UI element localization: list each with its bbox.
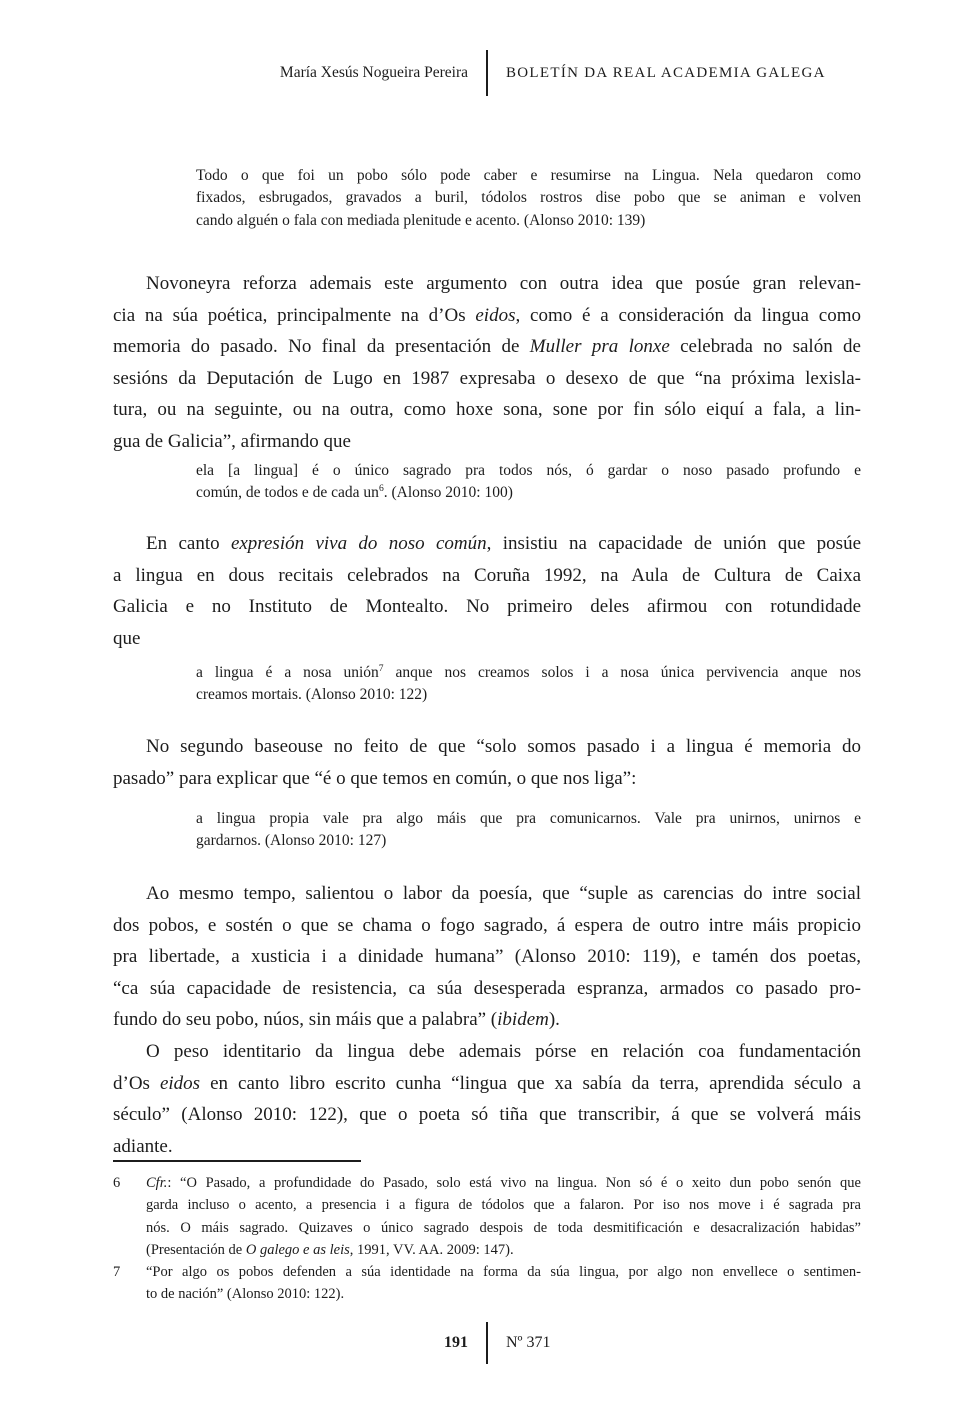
footnote-7 [113,1261,861,1306]
footnote-6 [113,1172,861,1261]
block-quote-1: Todo o que foi un pobo sólo pode caber e resumirse na Lingua. Nela quedaron como fixados, esbrugados, gravados a buril, tódolos rostros dise pobo que se animan e volven cando alguén o fala con mediada plenitude e acento. (Alonso 2010: 139) [196,167,861,229]
paragraph-4: Ao mesmo tempo, salientou o labor da poesía, que “suple as carencias do intre social dos pobos, e sostén o que se chama o fogo sagrado, á espera de outro intre máis propicio pra libertade, a xusticia i a dinidade humana” (Alonso 2010: 119), e tamén dos poetas, “ca súa capacidade de resistencia, ca súa desesperada espranza, armados co pasado pro- fundo do seu pobo, núos, sin máis que a palabra” (ibidem). [113,883,861,1030]
footnote-text: Cfr.: “O Pasado, a profundidade do Pasado, solo está vivo na lingua. Non só é o xeito dun pobo senón que garda incluso o acento, a presencia i a figura de tódolos que a falaron. Por iso nos move i é sagrada pra nós. O máis sagrado. Quizaves o único sagrado despois de toda desmitificación e desacralización habidas” (Presentación de O galego e as leis, 1991, VV. AA. 2009: 147). [146,1175,861,1258]
footnote-number: 6 [113,1175,121,1191]
block-quote-4: a lingua propia vale pra algo máis que pra comunicarnos. Vale pra unirnos, unirnos e gardarnos. (Alonso 2010: 127) [196,810,861,850]
paragraph-3: No segundo baseouse no feito de que “solo somos pasado i a lingua é memoria do pasado” para explicar que “é o que temos en común, o que nos liga”: [113,736,861,789]
page-number: 191 [444,1334,468,1351]
author-name: María Xesús Nogueira Pereira [279,64,468,81]
footnote-number: 7 [113,1264,121,1280]
paragraph-5: O peso identitario da lingua debe ademais pórse en relación coa fundamentación d’Os eidos en canto libro escrito cunha “lingua que xa sabía da terra, aprendida século a século” (Alonso 2010: 122), que o poeta só tiña que transcribir, á que se volverá máis adiante. [113,1041,861,1157]
block-quote-3: a lingua é a nosa unión$^7$ anque nos creamos solos i a nosa única pervivencia anque nos creamos mortais. (Alonso 2010: 122) [196,662,861,704]
footnote-text: “Por algo os pobos defenden a súa identidade na forma da súa lingua, por algo non envellece o sentimen- to de nación” (Alonso 2010: 122). [146,1264,861,1303]
page-header [0,50,975,96]
journal-title: BOLETÍN DA REAL ACADEMIA GALEGA [506,64,826,81]
paragraph-1: Novoneyra reforza ademais este argumento con outra idea que posúe gran relevan- cia na súa poética, principalmente na d’Os eidos, como é a consideración da lingua como memoria do pasado. No final da presentación de Muller pra lonxe celebrada no salón de sesións da Deputación de Lugo en 1987 expresaba o desexo de que “na próxima lexisla- tura, ou na seguinte, ou na outra, como hoxe sona, sone por fin sólo eiquí a fala, a lin- gua de Galicia”, afirmando que [113,273,861,452]
paragraph-2: En canto expresión viva do noso común, insistiu na capacidade de unión que posúe a lingua en dous recitais celebrados na Coruña 1992, na Aula de Cultura de Caixa Galicia e no Instituto de Montealto. No primeiro deles afirmou con rotundidade que [113,533,861,649]
page-footer [0,1322,975,1364]
issue-number: Nº 371 [506,1334,551,1351]
block-quote-2: ela [a lingua] é o único sagrado pra todos nós, ó gardar o noso pasado profundo e común, de todos e de cada $un^6$. (Alonso 2010: 100) [196,462,861,502]
footnote-rule [113,1160,361,1162]
